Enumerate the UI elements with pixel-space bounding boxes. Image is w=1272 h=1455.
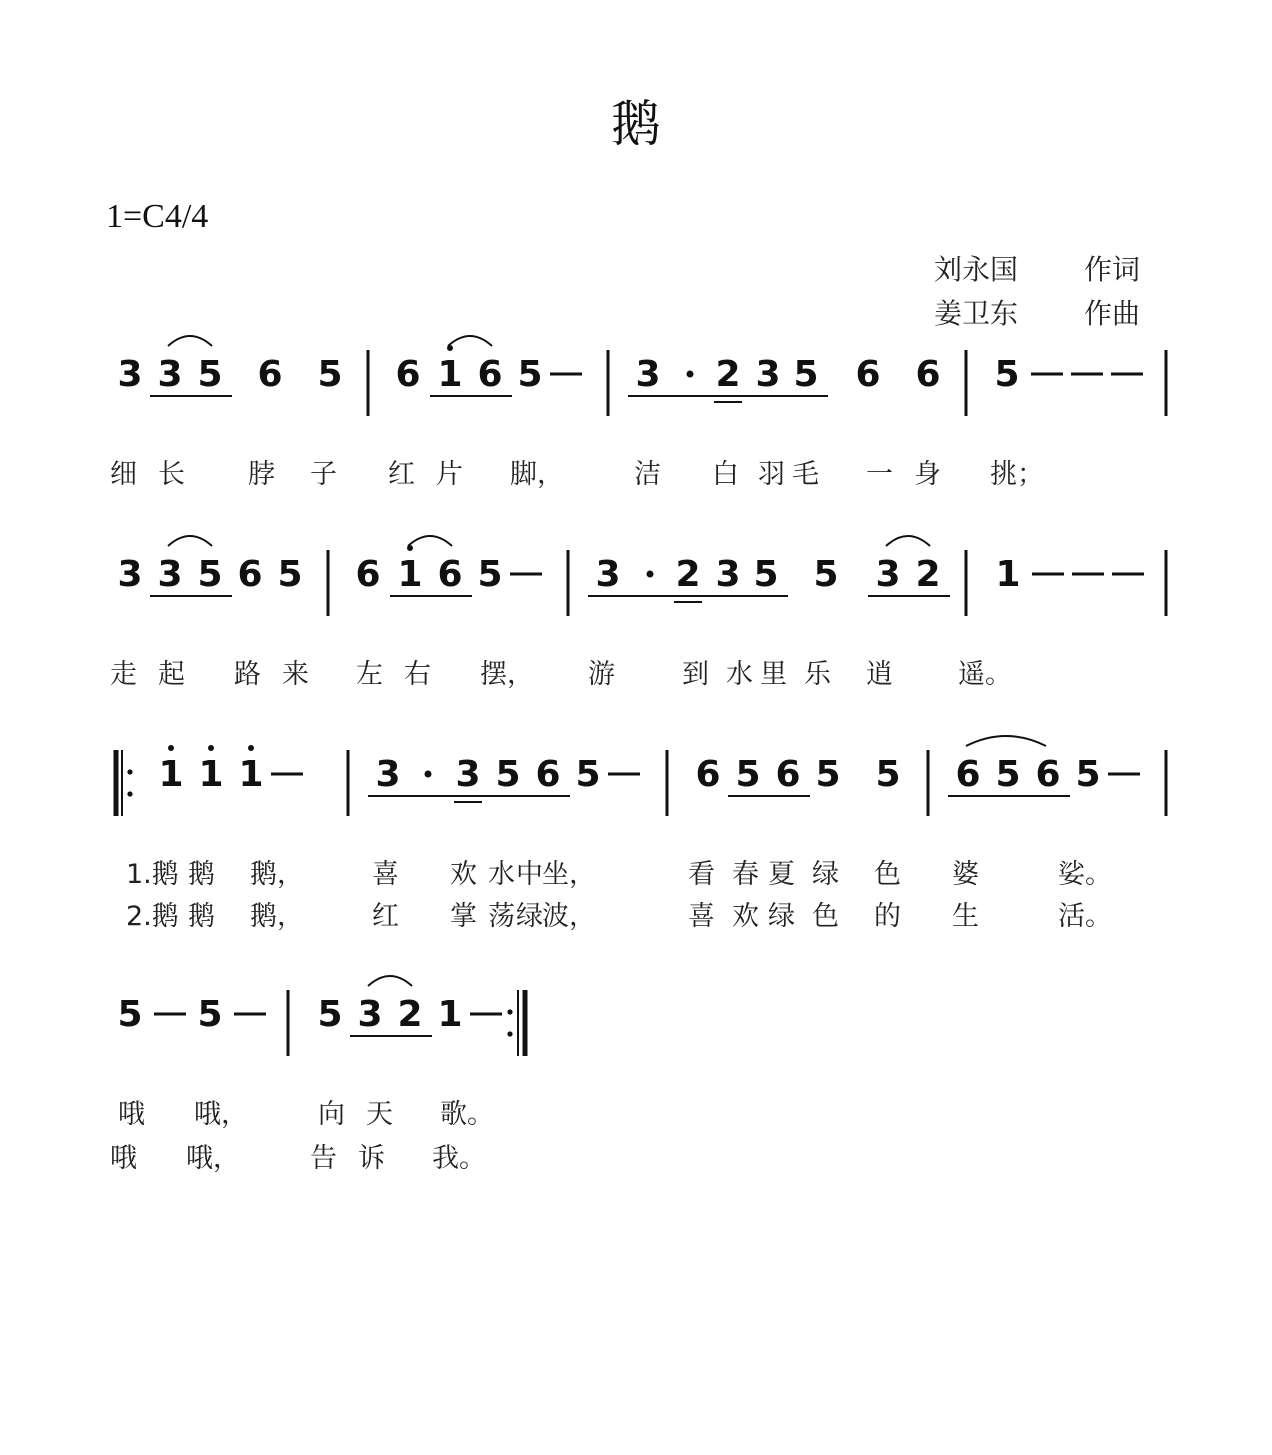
note-2: 2 (915, 554, 941, 595)
note-3: 3 (375, 754, 401, 795)
verse1-syllable: 鹅 (188, 859, 215, 890)
slur-arc (966, 736, 1046, 746)
note-3: 3 (455, 754, 481, 795)
lyric-syllable: 逍 (866, 659, 893, 690)
note-3: 3 (157, 354, 183, 395)
verse2-syllable: 哦， (186, 1143, 240, 1174)
note-5: 5 (994, 354, 1020, 395)
note-3: 3 (755, 354, 781, 395)
high-octave-dot (168, 745, 174, 751)
lyric-syllable: 毛 (792, 459, 819, 490)
note-5: 5 (813, 554, 839, 595)
note-5: 5 (197, 994, 223, 1035)
verse2-syllable: 鹅， (250, 901, 304, 932)
lyricist-role: 作词 (1084, 253, 1141, 286)
note-6: 6 (395, 354, 421, 395)
note-6: 6 (237, 554, 263, 595)
note-6: 6 (695, 754, 721, 795)
note-5: 5 (815, 754, 841, 795)
verse1-syllable: 向 (318, 1099, 345, 1130)
lyric-syllable: 白 (712, 459, 739, 490)
note-3: 3 (117, 354, 143, 395)
lyric-syllable: 红 (388, 459, 415, 490)
note-5: 5 (277, 554, 303, 595)
key-signature: 1=C4/4 (106, 198, 209, 235)
verse2-syllable: 波， (542, 901, 596, 932)
repeat-dot (507, 1031, 512, 1036)
note-5: 5 (495, 754, 521, 795)
note-2: 2 (715, 354, 741, 395)
note-5: 5 (197, 554, 223, 595)
composer-name: 姜卫东 (934, 297, 1019, 330)
note-6: 6 (437, 554, 463, 595)
verse2-syllable: 欢 (732, 901, 759, 932)
verse1-syllable: 娑。 (1058, 859, 1112, 890)
lyric-syllable: 羽 (758, 459, 785, 490)
note-3: 3 (357, 994, 383, 1035)
high-octave-dot (447, 345, 453, 351)
note-1: 1 (158, 754, 184, 795)
note-3: 3 (875, 554, 901, 595)
lyric-syllable: 一 (866, 459, 893, 490)
note-6: 6 (535, 754, 561, 795)
note-1: 1 (397, 554, 423, 595)
lyric-syllable: 脚， (510, 459, 564, 490)
song-title: 鹅 (611, 95, 661, 153)
lyric-syllable: 身 (914, 459, 941, 490)
slur-arc (368, 976, 412, 986)
verse2-syllable: 告 (310, 1143, 337, 1174)
slur-arc (448, 336, 492, 346)
lyric-syllable: 起 (158, 659, 185, 690)
lyric-syllable: 游 (588, 659, 615, 690)
verse2-syllable: 的 (874, 901, 901, 932)
slur-arc (168, 536, 212, 546)
verse1-syllable: 水 (488, 859, 515, 890)
note-1: 1 (437, 994, 463, 1035)
verse1-syllable: 喜 (372, 859, 399, 890)
note-5: 5 (875, 754, 901, 795)
lyric-syllable: 里 (760, 659, 787, 690)
lyric-syllable: 片 (436, 459, 463, 490)
note-6: 6 (955, 754, 981, 795)
verse1-syllable: 绿 (812, 859, 839, 890)
repeat-dot (127, 791, 132, 796)
lyric-syllable: 长 (158, 459, 185, 490)
note-1: 1 (198, 754, 224, 795)
verse2-syllable: 红 (372, 901, 399, 932)
note-3: 3 (715, 554, 741, 595)
verse1-syllable: 夏 (768, 859, 795, 890)
verse1-syllable: 1.鹅 (126, 859, 179, 890)
note-6: 6 (477, 354, 503, 395)
augmentation-dot (425, 771, 432, 778)
verse2-syllable: 2.鹅 (126, 901, 179, 932)
note-5: 5 (517, 354, 543, 395)
verse2-syllable: 掌 (450, 901, 477, 932)
verse2-syllable: 绿 (768, 901, 795, 932)
verse2-syllable: 色 (812, 901, 839, 932)
verse1-syllable: 婆 (952, 859, 979, 890)
note-2: 2 (397, 994, 423, 1035)
verse1-syllable: 中 (516, 859, 543, 890)
verse2-syllable: 哦 (110, 1143, 137, 1174)
verse2-syllable: 荡 (488, 901, 515, 932)
verse2-syllable: 我。 (432, 1143, 486, 1174)
note-6: 6 (355, 554, 381, 595)
lyric-syllable: 摆， (480, 659, 534, 690)
lyric-syllable: 到 (682, 659, 709, 690)
verse1-syllable: 天 (366, 1099, 393, 1130)
lyric-syllable: 走 (110, 659, 137, 690)
lyricist-name: 刘永国 (934, 253, 1019, 286)
slur-arc (886, 536, 930, 546)
note-6: 6 (855, 354, 881, 395)
slur-arc (408, 536, 452, 546)
composer-role: 作曲 (1084, 297, 1141, 330)
augmentation-dot (687, 371, 694, 378)
note-5: 5 (995, 754, 1021, 795)
note-6: 6 (257, 354, 283, 395)
note-5: 5 (477, 554, 503, 595)
note-2: 2 (675, 554, 701, 595)
note-6: 6 (915, 354, 941, 395)
lyric-syllable: 子 (310, 459, 337, 490)
verse1-syllable: 鹅， (250, 859, 304, 890)
verse1-syllable: 春 (732, 859, 759, 890)
lyric-syllable: 脖 (248, 459, 275, 490)
note-5: 5 (793, 354, 819, 395)
lyric-syllable: 左 (356, 659, 383, 690)
note-3: 3 (117, 554, 143, 595)
note-1: 1 (995, 554, 1021, 595)
verse2-syllable: 绿 (516, 901, 543, 932)
high-octave-dot (248, 745, 254, 751)
verse2-syllable: 鹅 (188, 901, 215, 932)
verse1-syllable: 欢 (450, 859, 477, 890)
note-5: 5 (753, 554, 779, 595)
high-octave-dot (407, 545, 413, 551)
verse2-syllable: 活。 (1058, 901, 1112, 932)
note-1: 1 (238, 754, 264, 795)
note-5: 5 (317, 354, 343, 395)
verse1-syllable: 看 (688, 859, 715, 890)
lyric-syllable: 右 (404, 659, 431, 690)
note-3: 3 (157, 554, 183, 595)
note-1: 1 (437, 354, 463, 395)
repeat-dot (127, 769, 132, 774)
verse1-syllable: 哦， (194, 1099, 248, 1130)
note-3: 3 (595, 554, 621, 595)
verse1-syllable: 哦 (118, 1099, 145, 1130)
note-5: 5 (197, 354, 223, 395)
high-octave-dot (208, 745, 214, 751)
augmentation-dot (647, 571, 654, 578)
note-5: 5 (1075, 754, 1101, 795)
note-5: 5 (735, 754, 761, 795)
repeat-dot (507, 1009, 512, 1014)
slur-arc (168, 336, 212, 346)
lyric-syllable: 遥。 (958, 659, 1012, 690)
verse1-syllable: 色 (874, 859, 901, 890)
note-5: 5 (575, 754, 601, 795)
verse2-syllable: 生 (952, 901, 979, 932)
note-6: 6 (1035, 754, 1061, 795)
lyric-syllable: 水 (726, 659, 753, 690)
lyric-syllable: 细 (110, 459, 137, 490)
verse1-syllable: 歌。 (440, 1099, 494, 1130)
lyric-syllable: 来 (282, 659, 309, 690)
lyric-syllable: 挑； (990, 459, 1044, 490)
verse1-syllable: 坐， (542, 859, 596, 890)
verse2-syllable: 诉 (358, 1143, 385, 1174)
note-3: 3 (635, 354, 661, 395)
lyric-syllable: 路 (234, 659, 261, 690)
note-5: 5 (317, 994, 343, 1035)
note-5: 5 (117, 994, 143, 1035)
note-6: 6 (775, 754, 801, 795)
lyric-syllable: 洁 (634, 459, 661, 490)
verse2-syllable: 喜 (688, 901, 715, 932)
lyric-syllable: 乐 (804, 659, 831, 690)
